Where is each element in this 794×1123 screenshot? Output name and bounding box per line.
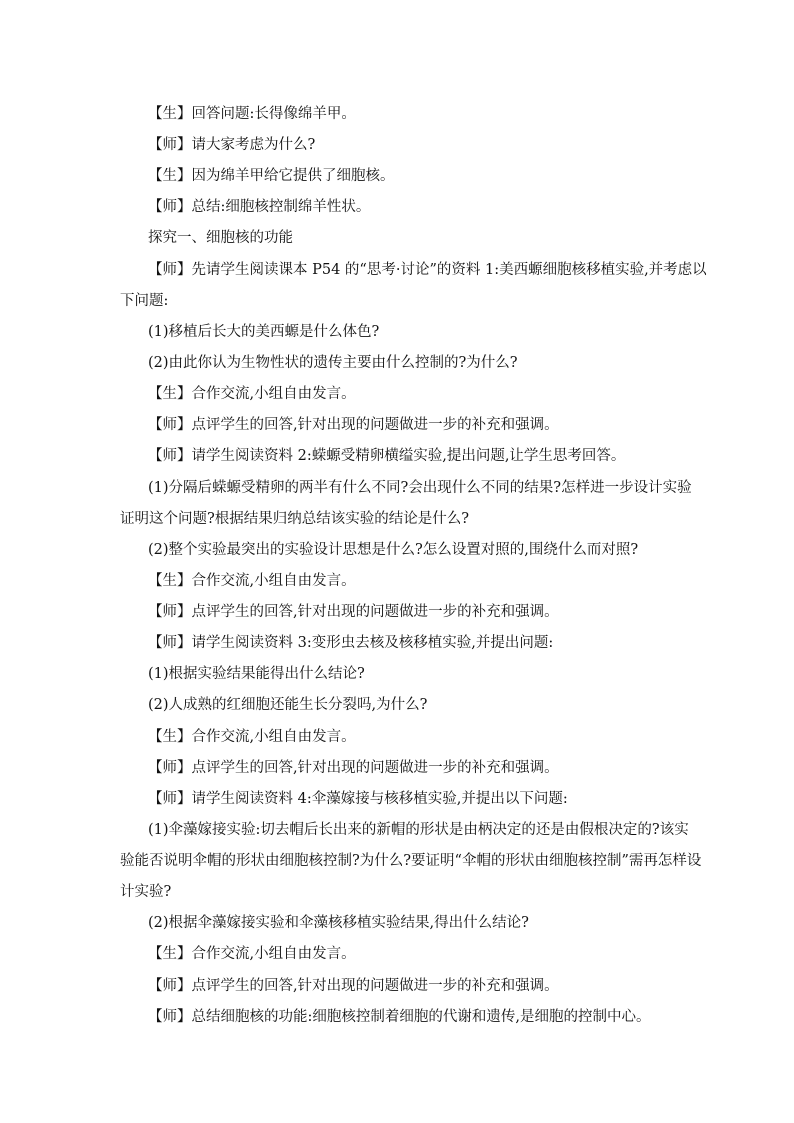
text-line: 验能否说明伞帽的形状由细胞核控制?为什么?要证明“伞帽的形状由细胞核控制”需再怎样设 — [120, 853, 702, 869]
text-line: (2)由此你认为生物性状的遗传主要由什么控制的?为什么? — [148, 355, 518, 371]
section-heading: 探究一、细胞核的功能 — [148, 230, 293, 246]
text-line: 下问题: — [120, 293, 169, 309]
text-line: (1)伞藻嫁接实验:切去帽后长出来的新帽的形状是由柄决定的还是由假根决定的?该实 — [148, 822, 689, 838]
text-line: 证明这个问题?根据结果归纳总结该实验的结论是什么? — [120, 511, 470, 527]
text-line: 【师】总结:细胞核控制绵羊性状。 — [148, 199, 371, 215]
text-line: (1)分隔后蝾螈受精卵的两半有什么不同?会出现什么不同的结果?怎样进一步设计实验 — [148, 480, 692, 496]
text-line: (1)移植后长大的美西螈是什么体色? — [148, 324, 380, 340]
text-line: 【师】请学生阅读资料 2:蝾螈受精卵横缢实验,提出问题,让学生思考回答。 — [148, 448, 626, 464]
text-line: 【师】请学生阅读资料 4:伞藻嫁接与核移植实验,并提出以下问题: — [148, 791, 568, 807]
text-line: 【师】总结细胞核的功能:细胞核控制着细胞的代谢和遗传,是细胞的控制中心。 — [148, 1009, 651, 1025]
text-line: 【师】点评学生的回答,针对出现的问题做进一步的补充和强调。 — [148, 417, 559, 433]
text-line: 【生】合作交流,小组自由发言。 — [148, 386, 356, 402]
text-line: 【生】合作交流,小组自由发言。 — [148, 946, 356, 962]
text-line: 【师】先请学生阅读课本 P54 的“思考·讨论”的资料 1:美西螈细胞核移植实验,并考虑以 — [148, 262, 707, 278]
text-line: 【生】合作交流,小组自由发言。 — [148, 573, 356, 589]
text-line: (2)人成熟的红细胞还能生长分裂吗,为什么? — [148, 697, 428, 713]
text-line: 【生】回答问题:长得像绵羊甲。 — [148, 106, 356, 122]
text-line: 【生】因为绵羊甲给它提供了细胞核。 — [148, 168, 395, 184]
text-line: (1)根据实验结果能得出什么结论? — [148, 666, 365, 682]
text-line: 【师】点评学生的回答,针对出现的问题做进一步的补充和强调。 — [148, 604, 559, 620]
text-line: 【师】点评学生的回答,针对出现的问题做进一步的补充和强调。 — [148, 978, 559, 994]
text-line: 【师】请大家考虑为什么? — [148, 137, 316, 153]
text-line: 【师】请学生阅读资料 3:变形虫去核及核移植实验,并提出问题: — [148, 635, 554, 651]
text-line: (2)整个实验最突出的实验设计思想是什么?怎么设置对照的,围绕什么而对照? — [148, 542, 639, 558]
text-line: 【师】点评学生的回答,针对出现的问题做进一步的补充和强调。 — [148, 760, 559, 776]
text-line: 计实验? — [120, 884, 172, 900]
text-line: 【生】合作交流,小组自由发言。 — [148, 729, 356, 745]
text-line: (2)根据伞藻嫁接实验和伞藻核移植实验结果,得出什么结论? — [148, 915, 529, 931]
